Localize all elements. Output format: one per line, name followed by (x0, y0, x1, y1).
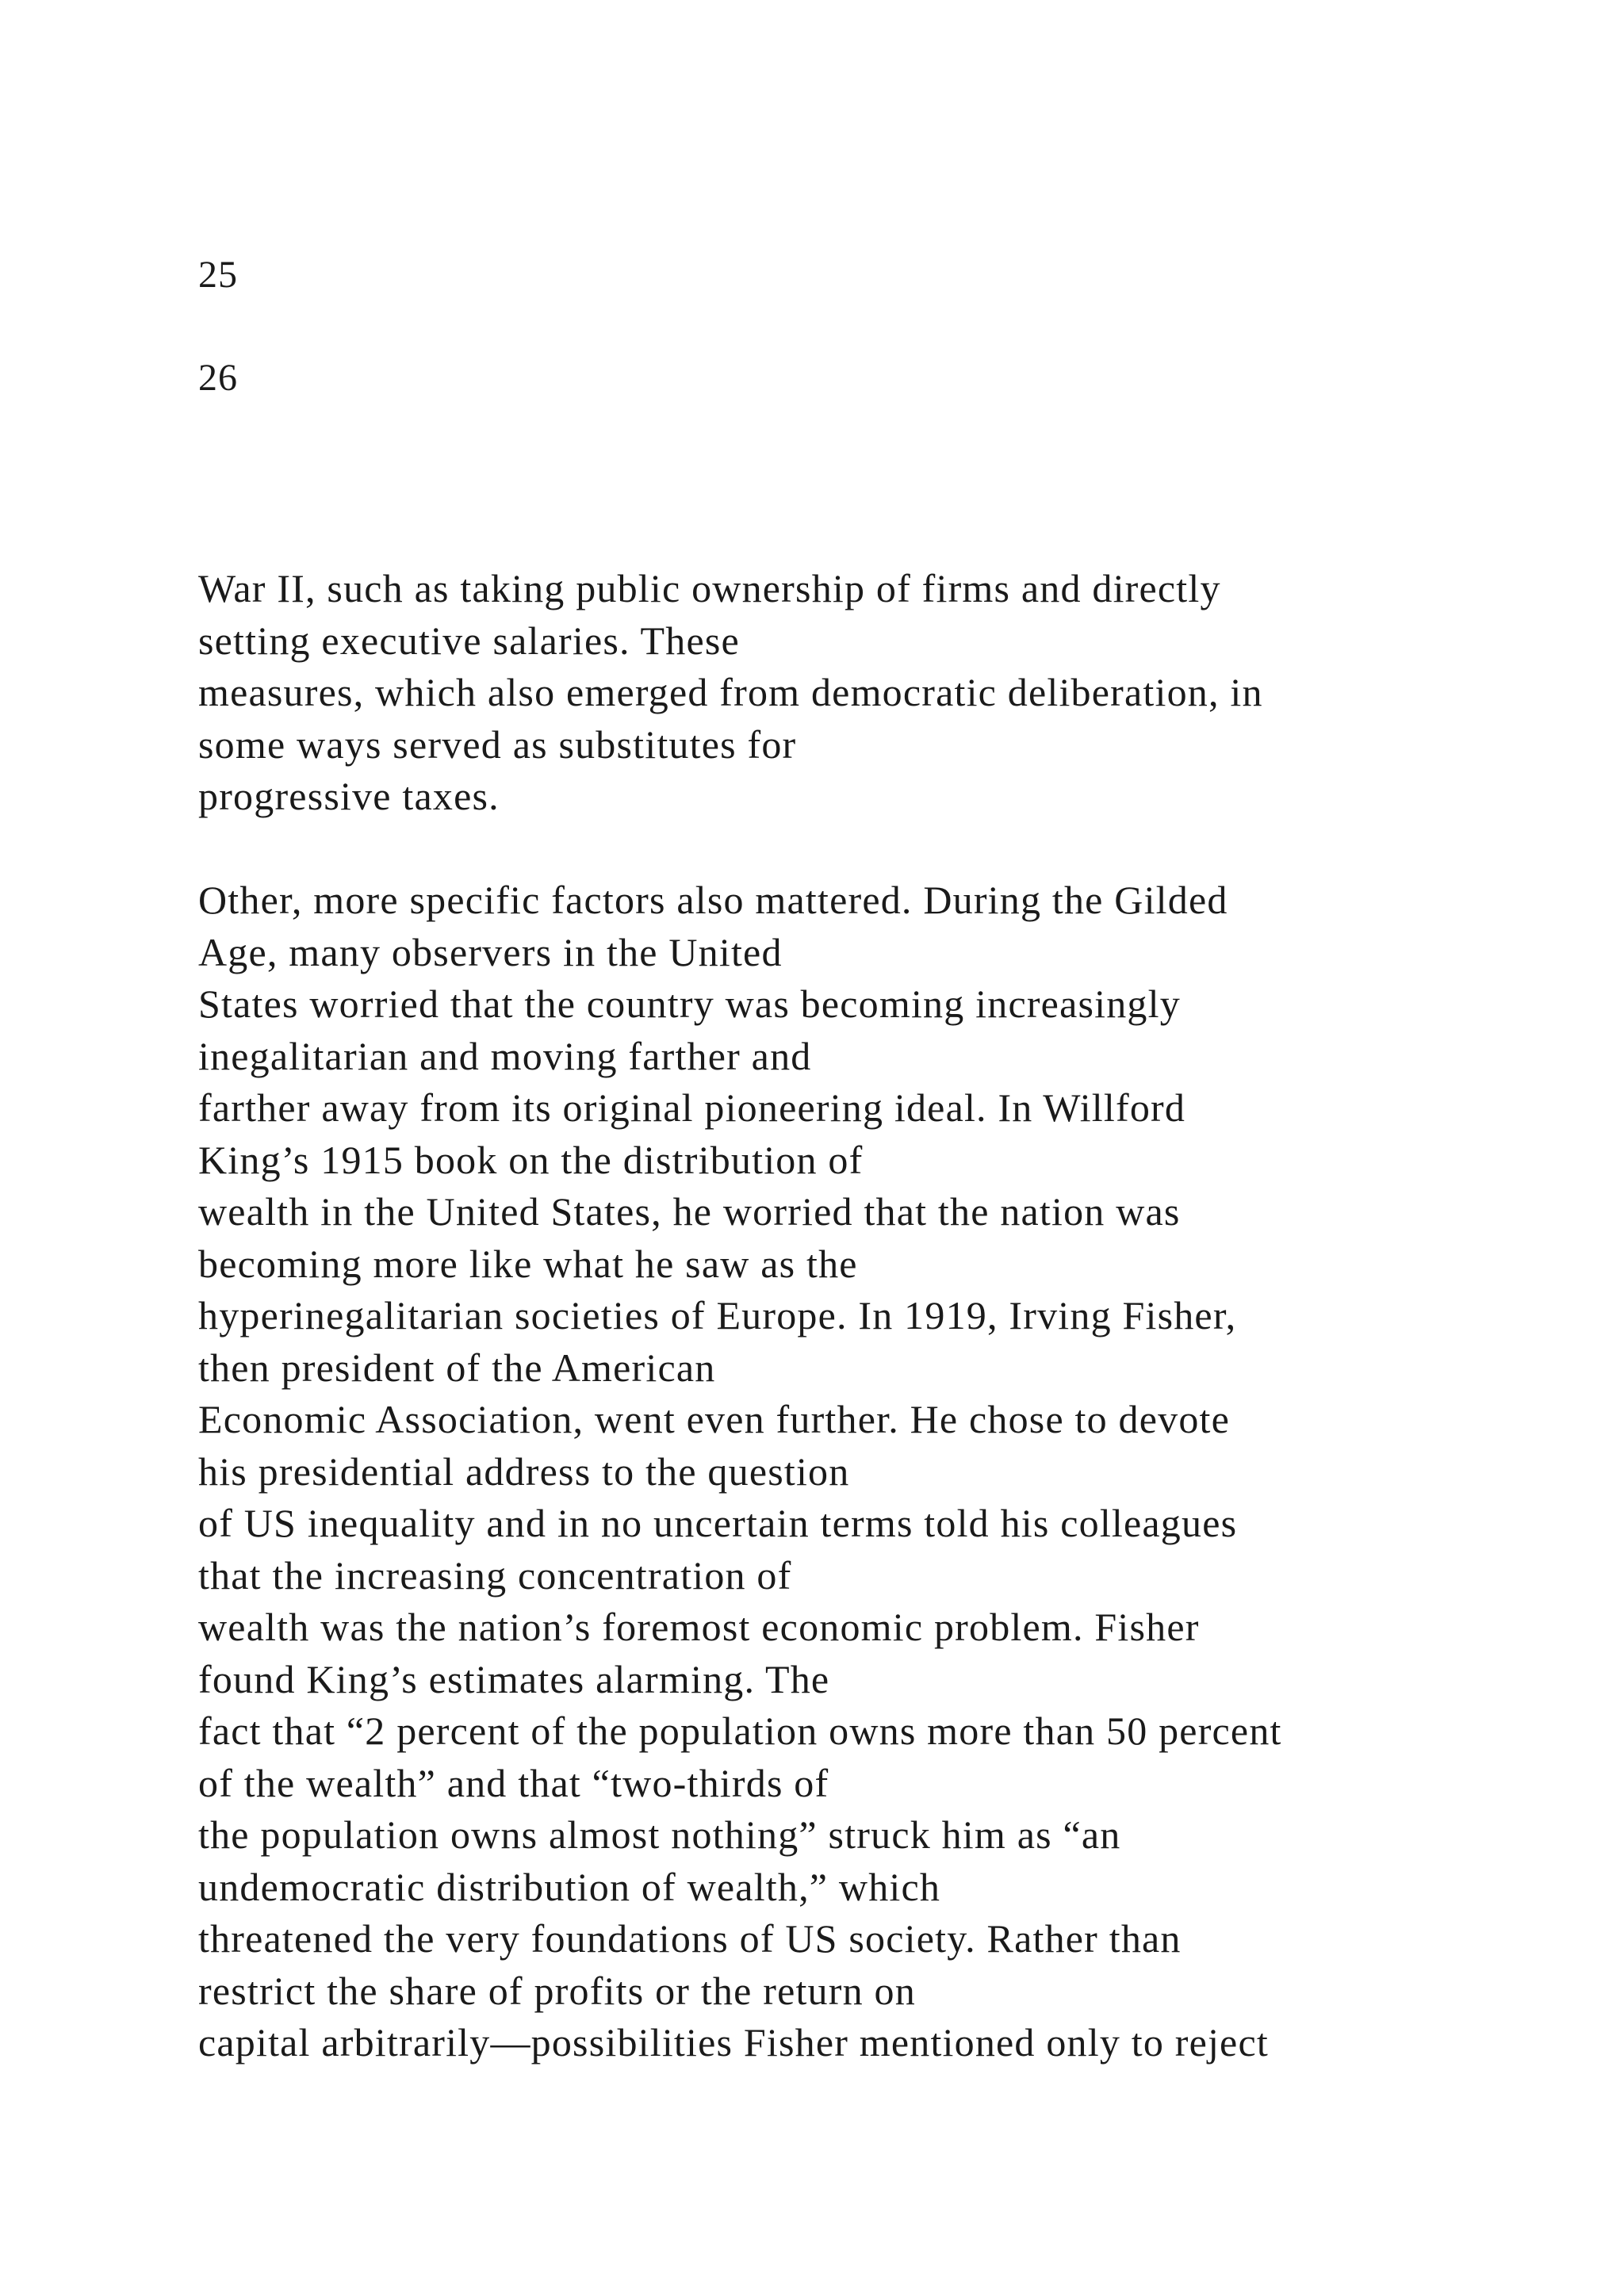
text-line: wealth in the United States, he worried that the nation was (198, 1189, 1181, 1234)
text-line: Age, many observers in the United (198, 929, 783, 974)
paragraph (198, 874, 1618, 2069)
text-line: found King’s estimates alarming. The (198, 1656, 830, 1701)
body-text (198, 563, 1618, 2069)
text-line: that the increasing concentration of (198, 1552, 792, 1598)
text-line: his presidential address to the question (198, 1448, 850, 1494)
text-line: War II, such as taking public ownership of firms and directly (198, 566, 1221, 610)
text-line: of US inequality and in no uncertain terms told his colleagues (198, 1501, 1238, 1545)
text-line: capital arbitrarily—possibilities Fisher mentioned only to reject (198, 2020, 1269, 2064)
paragraph (198, 563, 1618, 823)
text-line: restrict the share of profits or the return on (198, 1968, 916, 2013)
text-line: measures, which also emerged from democratic deliberation, in (198, 670, 1263, 714)
text-line: progressive taxes. (198, 774, 500, 818)
text-line: becoming more like what he saw as the (198, 1241, 858, 1286)
text-line: inegalitarian and moving farther and (198, 1033, 812, 1078)
text-line: undemocratic distribution of wealth,” which (198, 1864, 941, 1909)
text-line: setting executive salaries. These (198, 618, 740, 663)
text-line: the population owns almost nothing” struck him as “an (198, 1812, 1121, 1857)
text-line: King’s 1915 book on the distribution of (198, 1137, 864, 1182)
text-line: threatened the very foundations of US society. Rather than (198, 1916, 1182, 1961)
paragraph-gap (198, 823, 1618, 875)
page-number: 25 (198, 254, 238, 296)
text-line: Other, more specific factors also mattered. During the Gilded (198, 878, 1228, 922)
text-line: Economic Association, went even further. He chose to devote (198, 1397, 1230, 1441)
text-line: fact that “2 percent of the population owns more than 50 percent (198, 1709, 1282, 1753)
text-line: wealth was the nation’s foremost economic problem. Fisher (198, 1605, 1200, 1649)
text-line: farther away from its original pioneering ideal. In Willford (198, 1085, 1186, 1130)
text-line: some ways served as substitutes for (198, 721, 797, 767)
page-number: 26 (198, 357, 238, 399)
text-line: hyperinegalitarian societies of Europe. In 1919, Irving Fisher, (198, 1293, 1237, 1337)
text-line: States worried that the country was becoming increasingly (198, 982, 1181, 1026)
text-line: then president of the American (198, 1345, 716, 1390)
text-line: of the wealth” and that “two-thirds of (198, 1760, 829, 1805)
